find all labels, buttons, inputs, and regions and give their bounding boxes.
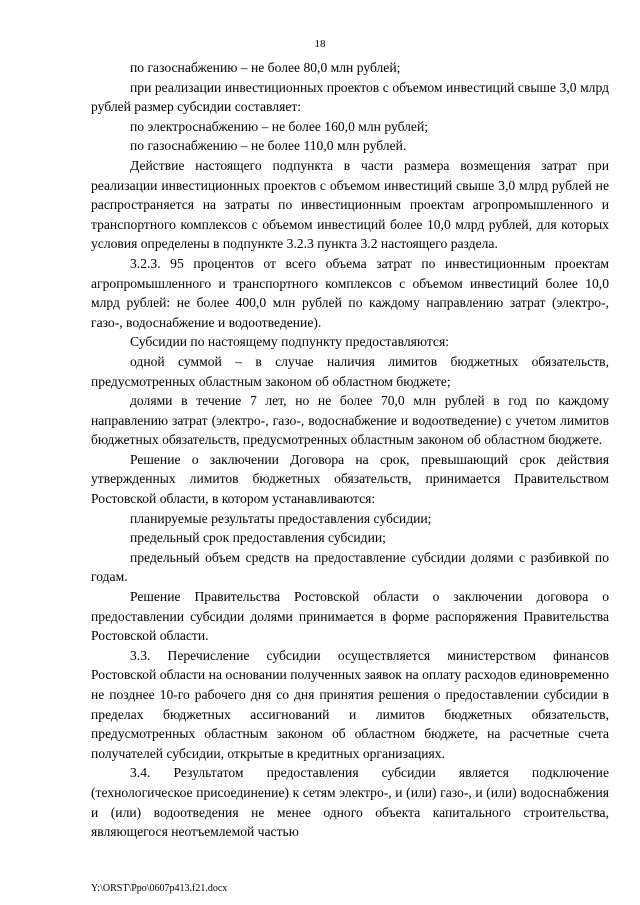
paragraph: Решение о заключении Договора на срок, превышающий срок действия утвержденных лимитов бюджетных обязательств, принимается Правительством Ростовской области, в котором устанавливаются: — [91, 451, 609, 507]
paragraph: планируемые результаты предоставления субсидии; — [130, 510, 432, 526]
paragraph: Решение Правительства Ростовской области о заключении договора о предоставлении субсидии долями принимается в форме распоряжения Правительства Ростовской области. — [91, 589, 609, 644]
paragraph: 3.3. Перечисление субсидии осуществляется министерством финансов Ростовской области на основании полученных заявок на оплату расходов единовременно не позднее 10-го рабочего дня со дня принятия решения о предоставлении субсидии в пределах бюджетных ассигнований и лимитов бюджетных обязательств, предусмотренных областным законом об областном бюджете, на расчетные счета получателей субсидии, открытые в кредитных организациях. — [91, 647, 609, 761]
paragraph: 3.4. Результатом предоставления субсидии является подключение (технологическое присоединение) к сетям электро-, и (или) газо-, и (или) водоснабжения и (или) водоотведения не менее одного объекта капитального строительства, являющегося неотъемлемой частью — [91, 765, 609, 840]
paragraph: предельный объем средств на предоставление субсидии долями с разбивкой по годам. — [91, 549, 609, 585]
paragraph: по электроснабжению – не более 160,0 млн рублей; — [130, 118, 429, 134]
paragraph: по газоснабжению – не более 80,0 млн рублей; — [130, 60, 401, 75]
page-number: 18 — [314, 38, 326, 50]
paragraph: по газоснабжению – не более 110,0 млн рублей. — [130, 138, 407, 154]
paragraph: 3.2.3. 95 процентов от всего объема затрат по инвестиционным проектам агропромышленного и транспортного комплексов с объемом инвестиций более 10,0 млрд рублей: не более 400,0 млн рублей по каждому направлению затрат (электро-, газо-, водоснабжение и водоотведение). — [91, 255, 609, 330]
paragraph: Субсидии по настоящему подпункту предоставляются: — [130, 334, 449, 350]
document-body — [91, 58, 609, 842]
footer-file-path: Y:\ORST\Ppo\0607p413.f21.docx — [91, 883, 228, 894]
paragraph: долями в течение 7 лет, но не более 70,0 млн рублей в год по каждому направлению затрат (электро-, газо-, водоснабжение и водоотведение) с учетом лимитов бюджетных обязательств, предусмотренных областным законом об областном бюджете. — [91, 393, 609, 448]
paragraph: предельный срок предоставления субсидии; — [130, 530, 386, 546]
paragraph: одной суммой – в случае наличия лимитов бюджетных обязательств, предусмотренных областным законом об областном бюджете; — [91, 353, 609, 389]
paragraph: Действие настоящего подпункта в части размера возмещения затрат при реализации инвестиционных проектов с объемом инвестиций свыше 3,0 млрд рублей не распространяется на затраты по инвестиционным проектам агропромышленного и транспортного комплексов с объемом инвестиций более 10,0 млрд рублей, для которых условия определены в подпункте 3.2.3 пункта 3.2 настоящего раздела. — [91, 157, 609, 252]
paragraph: при реализации инвестиционных проектов с объемом инвестиций свыше 3,0 млрд рублей размер субсидии составляет: — [91, 79, 609, 115]
